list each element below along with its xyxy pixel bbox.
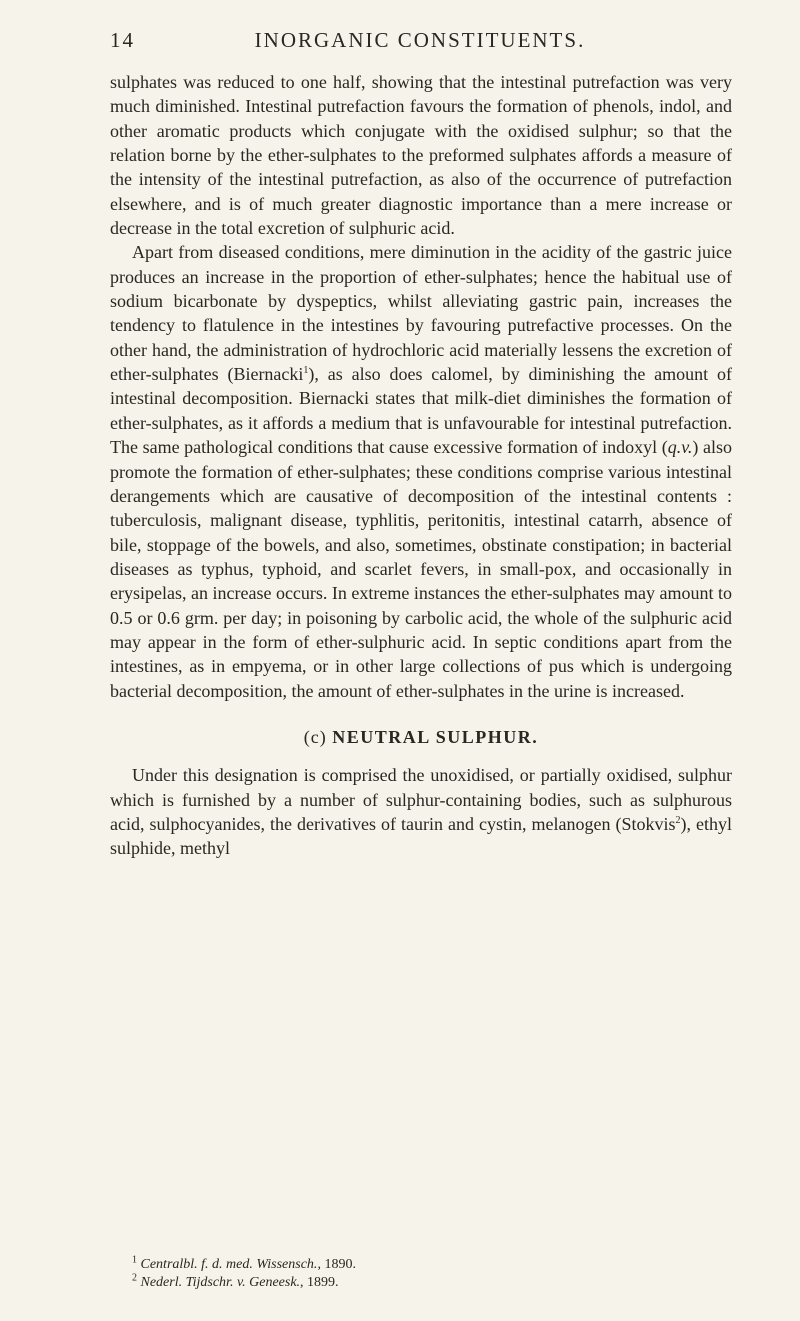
footnote xyxy=(132,1274,732,1292)
footnote-journal: Centralbl. f. d. med. Wissensch. xyxy=(140,1257,318,1272)
footnote-year: , 1890. xyxy=(317,1257,356,1272)
paragraph-ether-sulphates xyxy=(110,240,732,703)
section-marker: (c) xyxy=(303,726,327,747)
body-text xyxy=(110,70,732,861)
paragraph-text-italic: q.v. xyxy=(667,437,693,458)
footnote-year: , 1899. xyxy=(300,1275,339,1290)
paragraph-text: ) also promote the formation of ether-sulphates; these conditions comprise various intestinal derangements which are causative of decomposition of the intestinal contents : tuberculosis, malignant disease, typhlitis, peritonitis, intestinal catarrh, absence of bile, stoppage of the bowels, and also, sometimes, obstinate constipation; in bacterial diseases as typhus, typhoid, and scarlet fevers, in small-pox, and occasionally in erysipelas, an increase occurs. In extreme instances the ether-sulphates may amount to 0.5 or 0.6 grm. per day; in poisoning by carbolic acid, the whole of the sulphuric acid may appear in the form of ether-sulphuric acid. In septic conditions apart from the intestines, as in empyema, or in other large collections of pus which is undergoing bacterial decomposition, the amount of ether-sulphates in the urine is increased. xyxy=(110,437,732,701)
footnote-mark: 1 xyxy=(132,1254,137,1266)
paragraph-text: Apart from diseased conditions, mere diminution in the acidity of the gastric juice produces an increase in the proportion of ether-sulphates; hence the habitual use of sodium bicarbonate by dyspeptics, whilst alleviating gastric pain, increases the tendency to flatulence in the intestines by favouring putrefactive processes. On the other hand, the administration of hydrochloric acid materially lessens the excretion of ether-sulphates (Biernacki xyxy=(110,242,732,385)
paragraph-neutral-sulphur xyxy=(110,763,732,860)
footnote xyxy=(132,1256,732,1274)
footnote-journal: Nederl. Tijdschr. v. Geneesk. xyxy=(140,1275,301,1290)
footnotes xyxy=(132,1256,732,1292)
footnote-mark: 2 xyxy=(132,1272,137,1284)
paragraph-text: Under this designation is comprised the unoxidised, or partially oxidised, sulphur which is furnished by a number of sulphur-containing bodies, such as sulphurous acid, sulphocyanides, the derivatives of taurin and cystin, melanogen (Stokvis xyxy=(110,765,732,834)
paragraph-continued: sulphates was reduced to one half, showing that the intestinal putrefaction was very much diminished. Intestinal putrefaction favours the formation of phenols, indol, and other aromatic products which conjugate with the oxidised sulphur; so that the relation borne by the ether-sulphates to the preformed sulphates affords a measure of the intensity of the intestinal putrefaction, as also of the occurrence of putrefaction elsewhere, and is of much greater diagnostic importance than a mere increase or decrease in the total excretion of sulphuric acid. xyxy=(110,72,732,239)
section-heading xyxy=(110,725,732,749)
running-title: INORGANIC CONSTITUENTS. xyxy=(254,28,586,52)
paragraph-text: ), as also does calomel, by diminishing the amount of intestinal decomposition. Biernacki states that milk-diet diminishes the formation of ether-sulphates, as it affords a medium that is unfavourable for intestinal putrefaction. The same pathological conditions that cause excessive formation of indoxyl ( xyxy=(110,364,733,458)
page-header xyxy=(110,28,730,60)
page-number: 14 xyxy=(110,28,135,52)
footnote-reference: 1 xyxy=(303,365,309,377)
footnote-reference: 2 xyxy=(675,814,681,826)
section-title: NEUTRAL SULPHUR. xyxy=(332,726,539,747)
paragraph-text: ), ethyl sulphide, methyl xyxy=(110,813,732,859)
